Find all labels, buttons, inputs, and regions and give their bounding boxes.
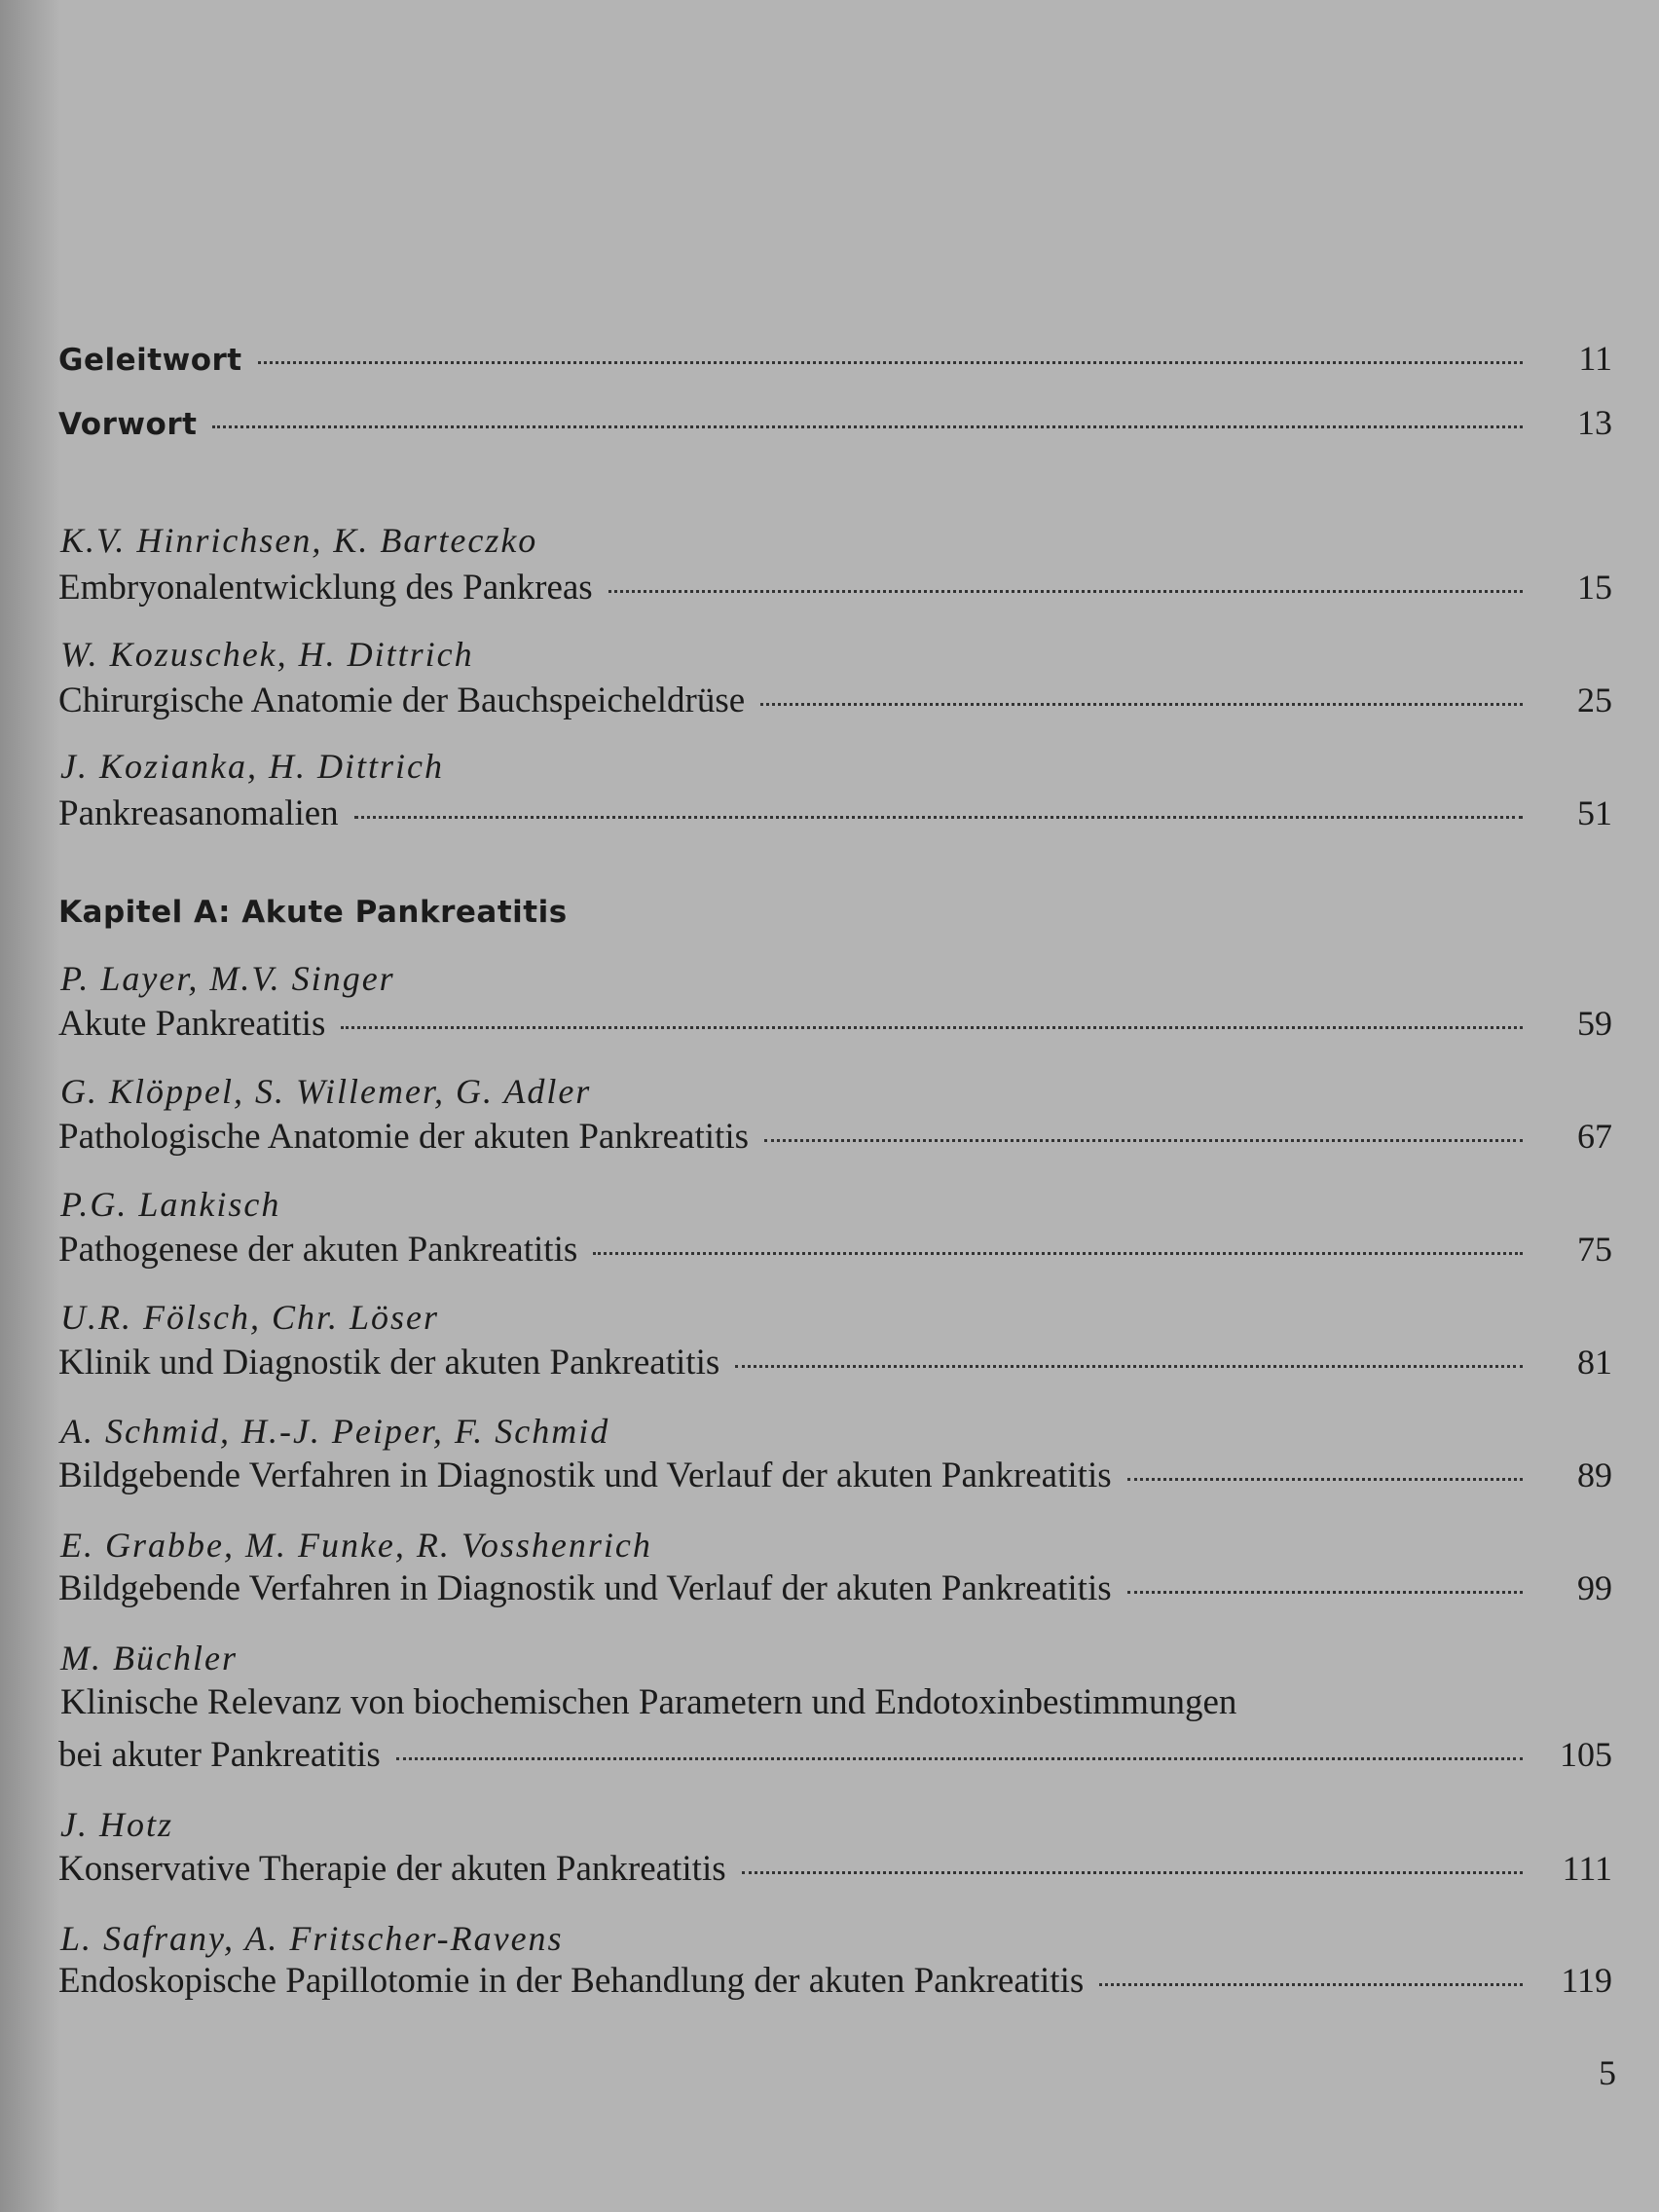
entry-authors: K.V. Hinrichsen, K. Barteczko (60, 521, 538, 560)
toc-entry[interactable] (58, 1848, 1612, 1891)
entry-authors: W. Kozuschek, H. Dittrich (60, 635, 474, 674)
entry-page: 99 (1577, 1568, 1612, 1607)
entry-page: 111 (1562, 1849, 1612, 1888)
toc-entry[interactable] (58, 1455, 1612, 1497)
dot-leader (742, 1871, 1523, 1874)
entry-title: Embryonalentwicklung des Pankreas (58, 568, 593, 608)
entry-authors: P.G. Lankisch (60, 1185, 281, 1224)
entry-page: 59 (1577, 1004, 1612, 1043)
entry-title: Vorwort (58, 407, 198, 442)
entry-title: Akute Pankreatitis (58, 1004, 326, 1044)
entry-page: 11 (1578, 339, 1612, 378)
entry-title-line: Klinische Relevanz von biochemischen Parametern und Endotoxinbestimmungen (60, 1682, 1237, 1722)
dot-leader (1127, 1591, 1523, 1594)
entry-authors: M. Büchler (60, 1639, 238, 1677)
dot-leader (608, 590, 1523, 593)
entry-page: 25 (1577, 681, 1612, 719)
toc-entry[interactable] (58, 793, 1612, 835)
entry-page: 13 (1577, 403, 1612, 442)
toc-entry[interactable] (58, 1960, 1612, 2003)
entry-page: 81 (1577, 1343, 1612, 1382)
entry-page: 105 (1560, 1735, 1612, 1774)
entry-authors: G. Klöppel, S. Willemer, G. Adler (60, 1072, 592, 1111)
entry-authors: L. Safrany, A. Fritscher-Ravens (60, 1919, 564, 1958)
dot-leader (258, 361, 1523, 364)
dot-leader (593, 1252, 1523, 1255)
entry-authors: P. Layer, M.V. Singer (60, 959, 395, 998)
toc-entry[interactable] (58, 1003, 1612, 1046)
dot-leader (341, 1026, 1523, 1029)
entry-title: Bildgebende Verfahren in Diagnostik und Verlauf der akuten Pankreatitis (58, 1568, 1112, 1608)
entry-page: 75 (1577, 1230, 1612, 1269)
entry-title: Pathogenese der akuten Pankreatitis (58, 1230, 578, 1270)
entry-page: 51 (1577, 793, 1612, 832)
entry-title: Chirurgische Anatomie der Bauchspeicheldrüse (58, 681, 746, 720)
toc-entry[interactable] (58, 1229, 1612, 1272)
toc-entry-vorwort[interactable] (58, 402, 1612, 445)
chapter-heading: Kapitel A: Akute Pankreatitis (58, 895, 568, 930)
dot-leader (354, 816, 1523, 819)
toc-entry[interactable] (58, 1116, 1612, 1159)
entry-authors: J. Hotz (60, 1805, 173, 1844)
entry-page: 89 (1577, 1456, 1612, 1494)
entry-authors: A. Schmid, H.-J. Peiper, F. Schmid (60, 1412, 610, 1451)
dot-leader (760, 703, 1523, 706)
toc-entry[interactable] (58, 1342, 1612, 1384)
dot-leader (212, 425, 1523, 428)
toc-entry[interactable] (58, 1567, 1612, 1610)
entry-page: 15 (1577, 568, 1612, 607)
entry-authors: E. Grabbe, M. Funke, R. Vosshenrich (60, 1526, 652, 1565)
page-number: 5 (1599, 2053, 1616, 2092)
entry-page: 67 (1577, 1117, 1612, 1156)
entry-title: Pathologische Anatomie der akuten Pankreatitis (58, 1117, 749, 1157)
entry-page: 119 (1561, 1961, 1612, 2000)
entry-authors: U.R. Fölsch, Chr. Löser (60, 1298, 440, 1337)
entry-title: Geleitwort (58, 343, 242, 378)
dot-leader (396, 1757, 1523, 1760)
dot-leader (1099, 1983, 1523, 1986)
toc-entry-geleitwort[interactable] (58, 338, 1612, 381)
entry-authors: J. Kozianka, H. Dittrich (60, 747, 444, 786)
toc-entry[interactable] (58, 567, 1612, 609)
dot-leader (764, 1139, 1523, 1142)
entry-title: Konservative Therapie der akuten Pankreatitis (58, 1849, 726, 1889)
entry-title: Endoskopische Papillotomie in der Behandlung der akuten Pankreatitis (58, 1961, 1085, 2001)
entry-title: bei akuter Pankreatitis (58, 1735, 381, 1775)
entry-title: Pankreasanomalien (58, 793, 339, 833)
toc-entry[interactable] (58, 680, 1612, 722)
dot-leader (735, 1365, 1523, 1368)
dot-leader (1127, 1478, 1523, 1481)
entry-title: Klinik und Diagnostik der akuten Pankreatitis (58, 1343, 720, 1382)
toc-entry[interactable] (58, 1734, 1612, 1777)
entry-title: Bildgebende Verfahren in Diagnostik und Verlauf der akuten Pankreatitis (58, 1456, 1112, 1495)
